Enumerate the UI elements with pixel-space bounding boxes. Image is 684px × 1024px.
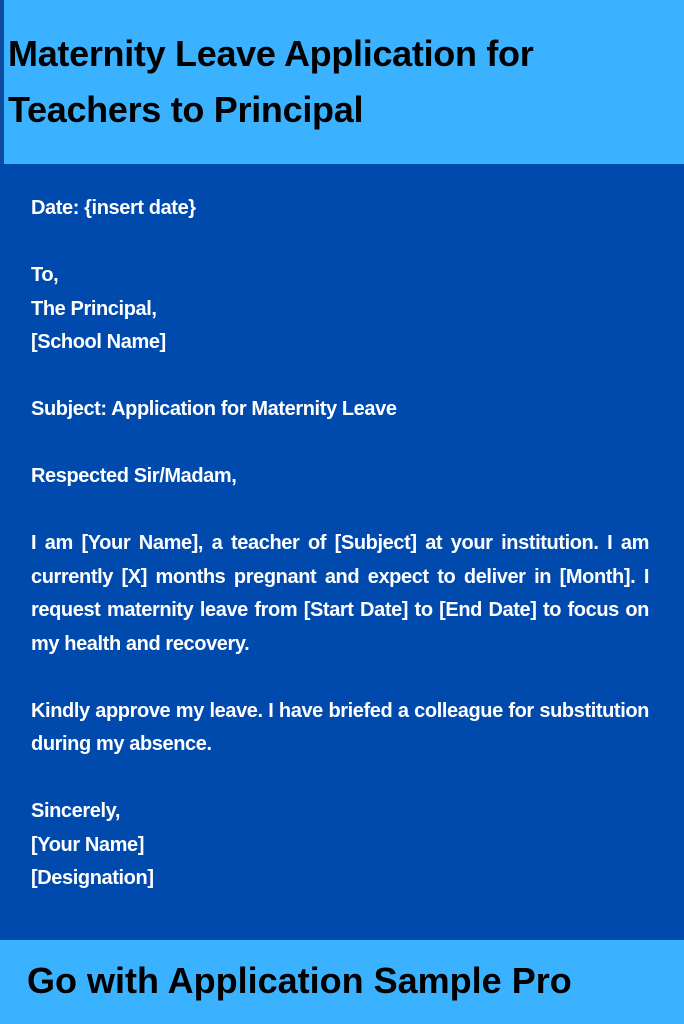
page-title: Maternity Leave Application for Teachers to Principal bbox=[8, 33, 534, 130]
letter-date: Date: {insert date} bbox=[31, 197, 196, 219]
spacer bbox=[31, 661, 649, 695]
letter-body-paragraph-2: Kindly approve my leave. I have briefed a colleague for substitution during my absence. bbox=[31, 699, 649, 755]
letter-signature-designation: [Designation] bbox=[31, 867, 154, 889]
spacer bbox=[31, 360, 649, 394]
spacer bbox=[31, 226, 649, 260]
header-banner bbox=[0, 0, 684, 164]
spacer bbox=[31, 494, 649, 528]
letter-recipient-school: [School Name] bbox=[31, 331, 166, 353]
footer-banner bbox=[0, 940, 684, 1024]
letter-subject: Subject: Application for Maternity Leave bbox=[31, 398, 397, 420]
letter-body bbox=[31, 192, 649, 896]
letter-body-paragraph-1: I am [Your Name], a teacher of [Subject] at your institution. I am currently [X] months pregnant and expect to deliver in [Month]. I request maternity leave from [Start Date] to [End Date] to focus on my health and recovery. bbox=[31, 532, 649, 655]
letter-salutation: Respected Sir/Madam, bbox=[31, 465, 237, 487]
letter-recipient-title: The Principal, bbox=[31, 297, 157, 320]
letter-recipient-to: To, bbox=[31, 264, 59, 286]
footer-brand-text: Go with Application Sample Pro bbox=[27, 960, 572, 1001]
spacer bbox=[31, 762, 649, 796]
letter-closing: Sincerely, bbox=[31, 800, 121, 822]
letter-panel bbox=[0, 164, 684, 940]
spacer bbox=[31, 427, 649, 461]
letter-signature-name: [Your Name] bbox=[31, 833, 145, 856]
header-left-edge bbox=[0, 0, 4, 164]
